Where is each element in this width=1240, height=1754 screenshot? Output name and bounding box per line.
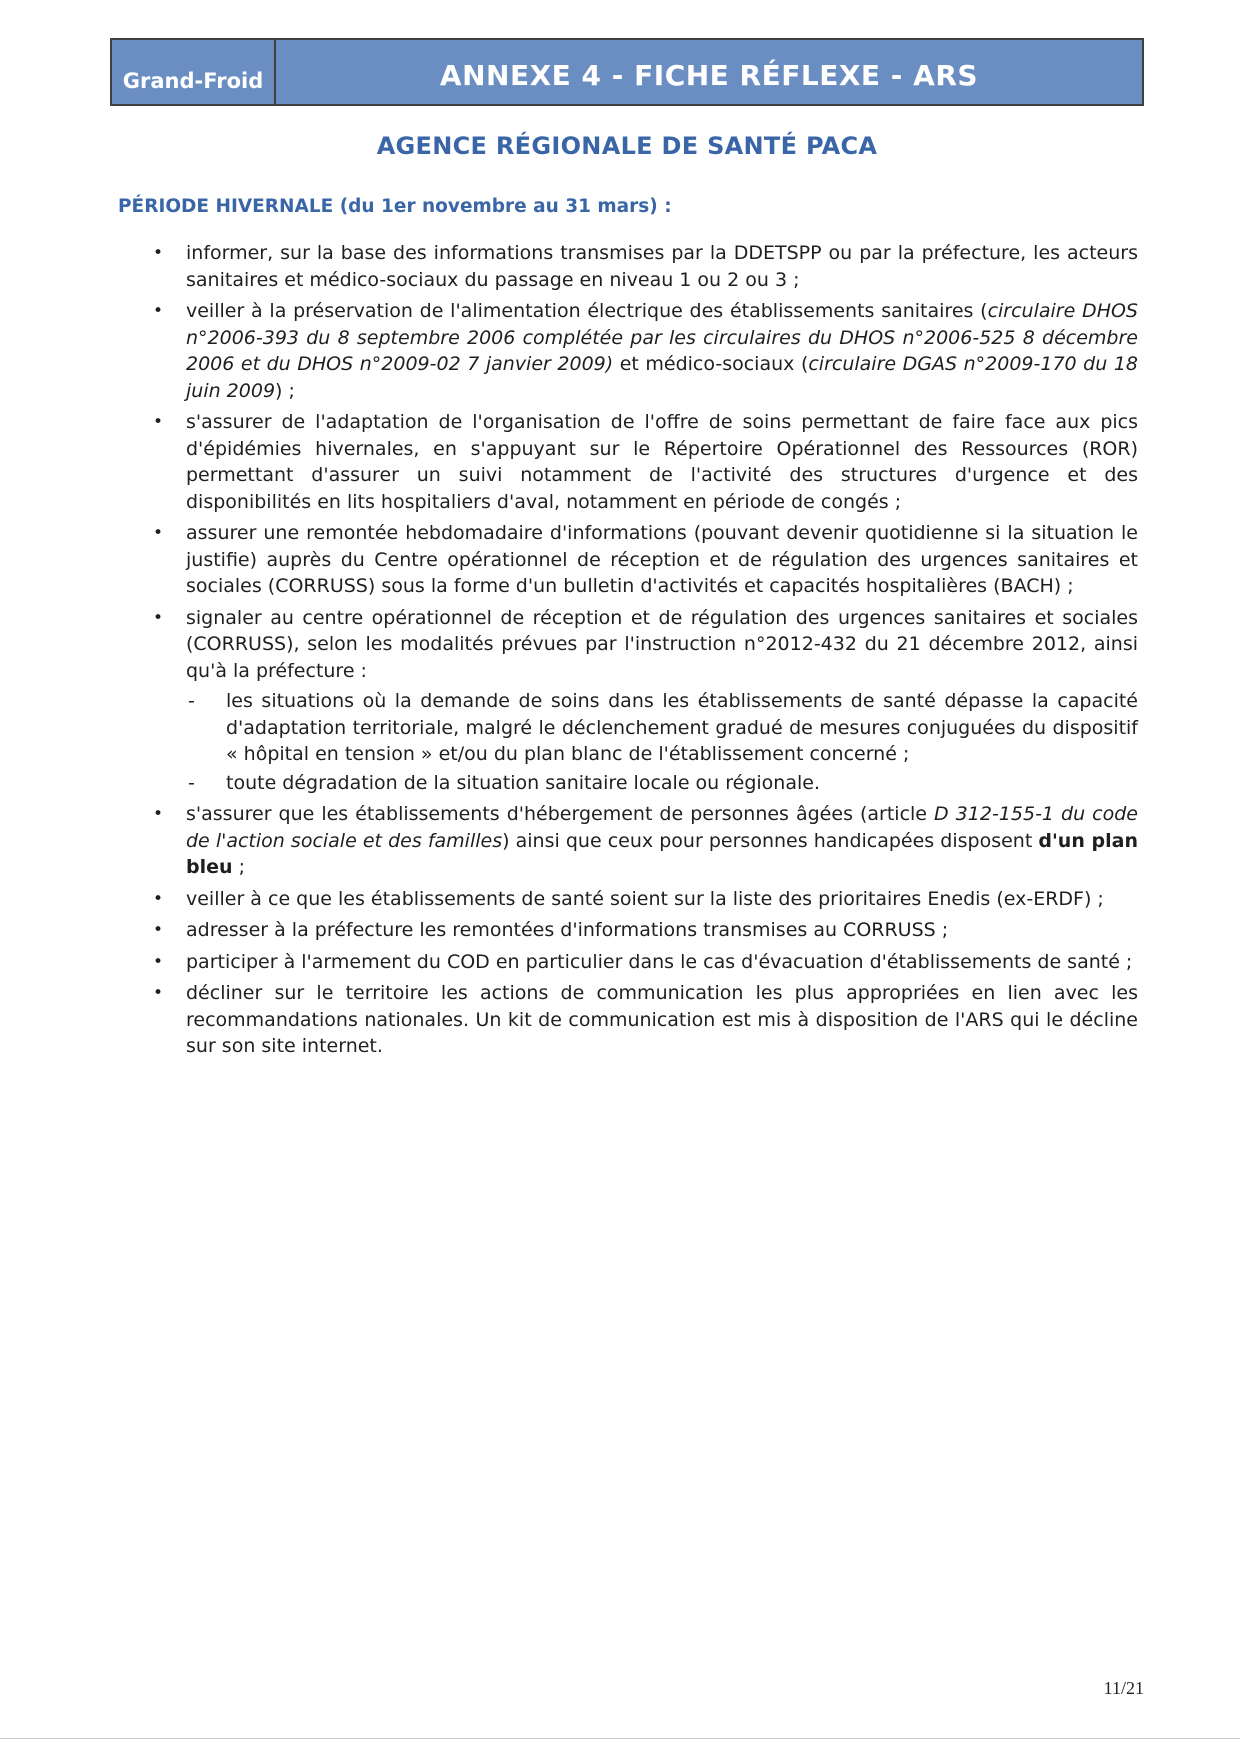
list-item bbox=[148, 520, 1138, 600]
item-text: ) ; bbox=[275, 379, 295, 402]
item-text: veiller à ce que les établissements de santé soient sur la liste des prioritaires Enedis (ex-ERDF) ; bbox=[186, 887, 1104, 910]
item-emphasis: d'un plan bleu bbox=[186, 829, 1138, 878]
list-item bbox=[148, 298, 1138, 404]
content-body bbox=[148, 240, 1138, 1065]
item-citation: circulaire DHOS n°2006-393 du 8 septembre 2006 complétée par les circulaires du DHOS n°2006-525 8 décembre 2006 et du DHOS n°2009-02 7 janvier 2009) bbox=[186, 300, 1138, 375]
item-text: ; bbox=[232, 856, 245, 878]
bullet-list bbox=[148, 240, 1138, 1060]
sub-list-item bbox=[186, 688, 1138, 768]
item-citation: D 312-155-1 du code de l'action sociale et des familles bbox=[186, 803, 1138, 852]
sub-list-item bbox=[186, 770, 1138, 797]
item-text: informer, sur la base des informations transmises par la DDETSPP ou par la préfecture, les acteurs sanitaires et médico-sociaux du passage en niveau 1 ou 2 ou 3 ; bbox=[186, 242, 1138, 291]
item-text: participer à l'armement du COD en particulier dans le cas d'évacuation d'établissements de santé ; bbox=[186, 950, 1133, 973]
item-text: adresser à la préfecture les remontées d'informations transmises au CORRUSS ; bbox=[186, 919, 949, 941]
item-text: veiller à la préservation de l'alimentation électrique des établissements sanitaires ( bbox=[186, 300, 988, 322]
page-number: 11/21 bbox=[1103, 1678, 1144, 1698]
sub-item-text: les situations où la demande de soins dans les établissements de santé dépasse la capacité d'adaptation territoriale, malgré le déclenchement gradué de mesures conjuguées du dispositif « hôpital en tension » et/ou du plan blanc de l'établissement concerné ; bbox=[226, 690, 1138, 765]
item-text: ) ainsi que ceux pour personnes handicapées disposent bbox=[502, 829, 1039, 852]
item-text: et médico-sociaux ( bbox=[613, 353, 809, 375]
agency-title: AGENCE RÉGIONALE DE SANTÉ PACA bbox=[376, 132, 878, 160]
item-text: s'assurer de l'adaptation de l'organisation de l'offre de soins permettant de faire face aux pics d'épidémies hivernales, en s'appuyant sur le Répertoire Opérationnel des Ressources (ROR) permettant d'assurer un suivi notamment de l'activité des structures d'urgence et des disponibilités en lits hospitaliers d'aval, notamment en période de congés ; bbox=[186, 411, 1138, 513]
item-citation: circulaire DGAS n°2009-170 du 18 juin 2009 bbox=[186, 353, 1138, 402]
list-item bbox=[148, 917, 1138, 944]
header-left-label: Grand-Froid bbox=[112, 40, 276, 104]
item-text: décliner sur le territoire les actions de communication les plus appropriées en lien avec les recommandations nationales. Un kit de communication est mis à disposition de l'ARS qui le décline sur son site internet. bbox=[186, 982, 1138, 1057]
footer-divider bbox=[0, 1738, 1240, 1739]
list-item bbox=[148, 409, 1138, 515]
item-text: signaler au centre opérationnel de réception et de régulation des urgences sanitaires et sociales (CORRUSS), selon les modalités prévues par l'instruction n°2012-432 du 21 décembre 2012, ainsi qu'à la préfecture : bbox=[186, 606, 1138, 682]
item-text: s'assurer que les établissements d'hébergement de personnes âgées (article bbox=[186, 803, 935, 825]
list-item bbox=[148, 980, 1138, 1060]
list-item bbox=[148, 240, 1138, 293]
item-text: assurer une remontée hebdomadaire d'informations (pouvant devenir quotidienne si la situation le justifie) auprès du Centre opérationnel de réception et de régulation des urgences sanitaires et sociales (CORRUSS) sous la forme d'un bulletin d'activités et capacités hospitalières (BACH) ; bbox=[186, 522, 1138, 597]
header-band bbox=[110, 38, 1144, 106]
sub-item-text: toute dégradation de la situation sanitaire locale ou régionale. bbox=[226, 771, 821, 794]
list-item bbox=[148, 605, 1138, 797]
period-heading: PÉRIODE HIVERNALE (du 1er novembre au 31 mars) : bbox=[118, 196, 672, 217]
list-item bbox=[148, 801, 1138, 881]
header-title: ANNEXE 4 - FICHE RÉFLEXE - ARS bbox=[439, 58, 979, 92]
sub-list bbox=[186, 688, 1138, 796]
list-item bbox=[148, 886, 1138, 913]
list-item bbox=[148, 949, 1138, 976]
